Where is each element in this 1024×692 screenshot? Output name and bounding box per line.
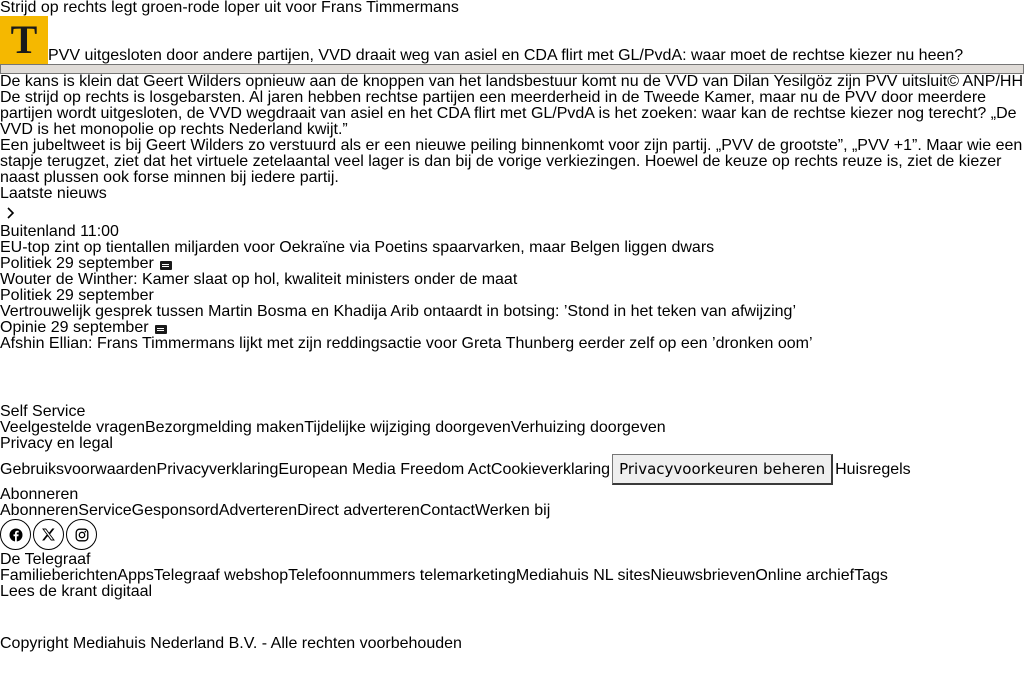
- footer-link-huisregels[interactable]: Huisregels: [835, 460, 911, 478]
- subscribe-links: [0, 503, 1024, 519]
- copyright: Copyright Mediahuis Nederland B.V. - Alle rechten voorbehouden: [0, 635, 462, 652]
- footer-link-lees-de-krant-digitaal[interactable]: Lees de krant digitaal: [0, 583, 153, 600]
- news-item-time: 11:00: [80, 223, 119, 240]
- footer-link-european-media-freedom-act[interactable]: European Media Freedom Act: [278, 460, 491, 478]
- news-item-title[interactable]: Vertrouwelijk gesprek tussen Martin Bosma en Khadija Arib ontaardt in botsing: ’Stond in het teken van afwijzing’: [0, 303, 796, 320]
- privacy-heading: Privacy en legal: [0, 435, 113, 452]
- footer-link-telefoonnummers-telemarketing[interactable]: Telefoonnummers telemarketing: [288, 567, 516, 584]
- footer-link-mediahuis-nl-sites[interactable]: Mediahuis NL sites: [515, 567, 651, 584]
- news-item-section: Opinie: [0, 319, 47, 336]
- footer-link-cookieverklaring[interactable]: Cookieverklaring: [490, 460, 611, 478]
- news-item-title[interactable]: Afshin Ellian: Frans Timmermans lijkt met zijn reddingsactie voor Greta Thunberg eerder zelf op een ’dronken oom’: [0, 335, 813, 352]
- image-caption: [0, 74, 1024, 90]
- privacy-links: [0, 452, 1024, 487]
- footer-link-verhuizing-doorgeven[interactable]: Verhuizing doorgeven: [510, 419, 666, 436]
- instagram-icon[interactable]: [66, 519, 97, 550]
- social-links: [0, 519, 1024, 552]
- news-item-time: 29 september: [50, 319, 149, 336]
- privacy-preferences-button[interactable]: Privacyvoorkeuren beheren: [612, 454, 833, 485]
- footer-link-abonneren[interactable]: Abonneren: [0, 502, 79, 519]
- comment-icon: [160, 261, 172, 270]
- footer-link-telegraaf-webshop[interactable]: Telegraaf webshop: [153, 567, 289, 584]
- x-icon[interactable]: [33, 519, 64, 550]
- footer-link-adverteren[interactable]: Adverteren: [218, 502, 298, 519]
- footer-link-bezorgmelding-maken[interactable]: Bezorgmelding maken: [145, 419, 305, 436]
- chevron-right-icon[interactable]: [0, 202, 1024, 224]
- news-item-title[interactable]: Wouter de Winther: Kamer slaat op hol, kwaliteit ministers onder de maat: [0, 271, 518, 288]
- news-item-meta: [0, 224, 1024, 240]
- footer-link-apps[interactable]: Apps: [117, 567, 154, 584]
- news-item-time: 29 september: [56, 287, 154, 304]
- news-item-meta: [0, 320, 1024, 336]
- footer-link-contact[interactable]: Contact: [419, 502, 475, 519]
- footer-link-tags[interactable]: Tags: [854, 567, 888, 584]
- footer-link-online-archief[interactable]: Online archief: [755, 567, 855, 584]
- facebook-icon[interactable]: [0, 519, 31, 550]
- comment-icon: [155, 325, 167, 334]
- footer-link-nieuwsbrieven[interactable]: Nieuwsbrieven: [650, 567, 756, 584]
- latest-news-list: [0, 224, 1024, 352]
- self-service-heading: Self Service: [0, 403, 86, 420]
- news-item-meta: [0, 256, 1024, 272]
- article-body: Een jubeltweet is bij Geert Wilders zo verstuurd als er een nieuwe peiling binnenkomt voor zijn partij. „PVV de grootste”, „PVV +1”. Maar wie een stapje terugzet, ziet dat het virtuele zetelaantal veel lager is dan bij de vorige verkiezingen. Hoewel de keuze op rechts reuze is, ziet de kiezer naast plussen ook forse minnen bij iedere partij.: [0, 137, 1023, 186]
- footer-link-gesponsord[interactable]: Gesponsord: [131, 502, 219, 519]
- footer-link-direct-adverteren[interactable]: Direct adverteren: [297, 502, 420, 519]
- footer-link-werken-bij[interactable]: Werken bij: [474, 502, 551, 519]
- news-item-title[interactable]: EU-top zint op tientallen miljarden voor Oekraïne via Poetins spaarvarken, maar Belgen liggen dwars: [0, 239, 715, 256]
- telegraaf-links: [0, 568, 1024, 600]
- footer-link-gebruiksvoorwaarden[interactable]: Gebruiksvoorwaarden: [0, 460, 157, 478]
- telegraaf-logo[interactable]: [0, 16, 48, 64]
- footer-self-service: [0, 404, 1024, 652]
- footer-link-tijdelijke-wijziging-doorgeven[interactable]: Tijdelijke wijziging doorgeven: [304, 419, 511, 436]
- caption-text: De kans is klein dat Geert Wilders opnieuw aan de knoppen van het landsbestuur komt nu de VVD van Dilan Yesilgöz zijn PVV uitsluit: [0, 73, 948, 90]
- footer-link-privacyverklaring[interactable]: Privacyverklaring: [156, 460, 279, 478]
- news-item-time: 29 september: [56, 255, 154, 272]
- photo-credit: © ANP/HH: [947, 73, 1024, 90]
- telegraaf-heading: De Telegraaf: [0, 551, 91, 568]
- footer-link-familieberichten[interactable]: Familieberichten: [0, 567, 118, 584]
- news-item-meta: [0, 288, 1024, 304]
- article-intro: De strijd op rechts is losgebarsten. Al jaren hebben rechtse partijen een meerderheid in de Tweede Kamer, maar nu de PVV door meerdere partijen wordt uitgesloten, de VVD wegdraait van asiel en het CDA flirt met GL/PvdA is het zoeken: waar kan de rechtse kiezer nog terecht? „De VVD is het monopolie op rechts Nederland kwijt.”: [0, 89, 1017, 138]
- footer-link-veelgestelde-vragen[interactable]: Veelgestelde vragen: [0, 419, 145, 436]
- latest-news-heading: Laatste nieuws: [0, 185, 107, 202]
- news-item-section: Politiek: [0, 287, 52, 304]
- subscribe-heading: Abonneren: [0, 486, 79, 503]
- news-item-section: Politiek: [0, 255, 52, 272]
- logo-letter: T: [10, 17, 38, 62]
- related-article-link[interactable]: Strijd op rechts legt groen-rode loper uit voor Frans Timmermans: [0, 0, 459, 16]
- footer-link-service[interactable]: Service: [78, 502, 132, 519]
- news-item-section: Buitenland: [0, 223, 76, 240]
- self-service-links: [0, 420, 1024, 436]
- hero-block: [0, 16, 1024, 64]
- hero-title[interactable]: PVV uitgesloten door andere partijen, VVD draait weg van asiel en CDA flirt met GL/PvdA: waar moet de rechtse kiezer nu heen?: [48, 47, 964, 64]
